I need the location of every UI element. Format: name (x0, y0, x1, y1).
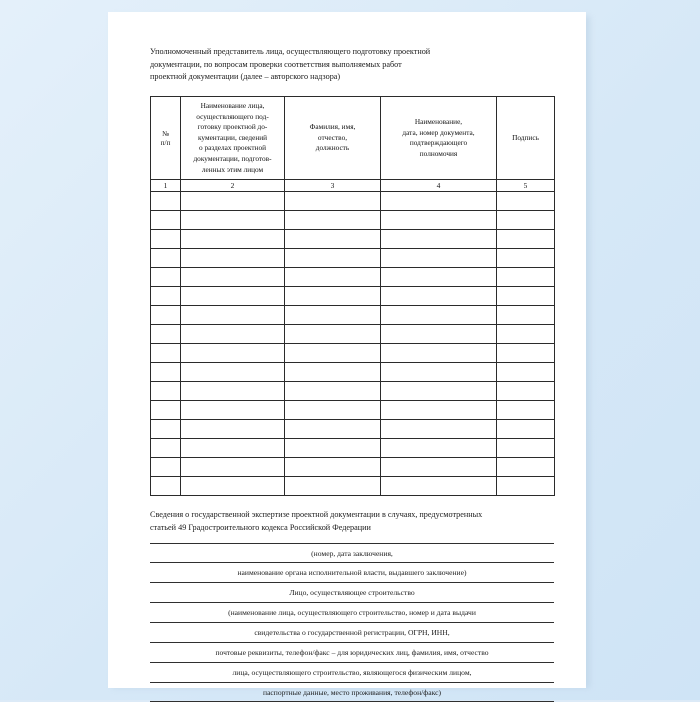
table-cell[interactable] (285, 268, 381, 287)
table-cell[interactable] (381, 287, 497, 306)
table-cell[interactable] (497, 363, 555, 382)
header-number-line-1: № (162, 128, 169, 138)
table-row[interactable] (151, 230, 555, 249)
table-cell[interactable] (497, 477, 555, 496)
table-header-number (151, 97, 181, 180)
table-cell[interactable] (151, 401, 181, 420)
form-line-caption: (номер, дата заключения, (311, 548, 393, 558)
table-cell[interactable] (181, 192, 285, 211)
table-cell[interactable] (497, 268, 555, 287)
table-cell[interactable] (151, 306, 181, 325)
table-header-row (151, 97, 555, 180)
table-cell[interactable] (381, 382, 497, 401)
table-cell[interactable] (497, 211, 555, 230)
form-line-block (150, 642, 554, 662)
table-header-signature (497, 97, 555, 180)
table-cell[interactable] (181, 325, 285, 344)
header-person-line-2: отчество, (317, 132, 348, 142)
form-line-caption: Лицо, осуществляющее строительство (289, 588, 415, 598)
table-cell[interactable] (381, 230, 497, 249)
table-row[interactable] (151, 382, 555, 401)
header-org-line-7: ленных этим лицом (201, 164, 264, 174)
table-cell[interactable] (497, 230, 555, 249)
table-cell[interactable] (381, 363, 497, 382)
table-cell[interactable] (381, 325, 497, 344)
form-line-block (150, 543, 554, 563)
table-cell[interactable] (181, 211, 285, 230)
expertise-note-line-1: Сведения о государственной экспертизе проектной документации в случаях, предусмотренных (150, 510, 483, 520)
table-cell[interactable] (151, 287, 181, 306)
table-row[interactable] (151, 477, 555, 496)
table-header-person (285, 97, 381, 180)
table-cell[interactable] (285, 382, 381, 401)
table-cell[interactable] (151, 458, 181, 477)
table-cell[interactable] (285, 477, 381, 496)
form-line-caption: паспортные данные, место проживания, телефон/факс) (263, 687, 441, 697)
table-cell[interactable] (181, 439, 285, 458)
authorized-representatives-table (150, 96, 555, 496)
table-cell[interactable] (285, 325, 381, 344)
table-row[interactable] (151, 363, 555, 382)
table-cell[interactable] (181, 344, 285, 363)
table-cell[interactable] (497, 249, 555, 268)
header-org-line-2: осуществляющего под- (196, 111, 269, 121)
table-cell[interactable] (285, 344, 381, 363)
intro-line-1: Уполномоченный представитель лица, осуществляющего подготовку проектной (150, 47, 431, 56)
table-cell[interactable] (151, 344, 181, 363)
table-row[interactable] (151, 325, 555, 344)
table-row[interactable] (151, 249, 555, 268)
table-cell[interactable] (497, 344, 555, 363)
table-row[interactable] (151, 344, 555, 363)
table-cell[interactable] (151, 363, 181, 382)
table-cell[interactable] (497, 401, 555, 420)
header-doc-line-4: полномочия (419, 148, 458, 158)
table-cell[interactable] (181, 230, 285, 249)
table-cell[interactable] (181, 306, 285, 325)
intro-paragraph (150, 46, 550, 84)
form-line-caption: лица, осуществляющего строительство, являющегося физическим лицом, (232, 667, 472, 677)
table-cell[interactable] (151, 325, 181, 344)
table-cell[interactable] (181, 477, 285, 496)
table-cell[interactable] (497, 325, 555, 344)
form-line-block (150, 582, 554, 602)
table-cell[interactable] (285, 306, 381, 325)
table-cell[interactable] (285, 211, 381, 230)
table-cell[interactable] (285, 249, 381, 268)
table-cell[interactable] (381, 344, 497, 363)
form-line-block (150, 562, 554, 582)
table-cell[interactable] (285, 287, 381, 306)
table-column-number-row (151, 180, 555, 192)
table-cell[interactable] (181, 363, 285, 382)
header-signature-line-1: Подпись (512, 132, 539, 142)
form-fill-lines (150, 543, 554, 702)
table-cell[interactable] (497, 420, 555, 439)
table-header-document (381, 97, 497, 180)
table-cell[interactable] (285, 401, 381, 420)
column-number-1: 1 (151, 180, 181, 192)
table-cell[interactable] (151, 249, 181, 268)
table-row[interactable] (151, 268, 555, 287)
table-cell[interactable] (285, 230, 381, 249)
header-number-line-2: п/п (160, 138, 171, 148)
column-number-2: 2 (181, 180, 285, 192)
table-row[interactable] (151, 306, 555, 325)
header-person-line-1: Фамилия, имя, (309, 122, 356, 132)
table-row[interactable] (151, 401, 555, 420)
table-cell[interactable] (285, 420, 381, 439)
column-number-4: 4 (381, 180, 497, 192)
table-cell[interactable] (497, 192, 555, 211)
table-cell[interactable] (285, 439, 381, 458)
form-line-block (150, 622, 554, 642)
table-cell[interactable] (381, 401, 497, 420)
table-cell[interactable] (181, 420, 285, 439)
table-cell[interactable] (497, 306, 555, 325)
table-cell[interactable] (181, 458, 285, 477)
table-cell[interactable] (381, 249, 497, 268)
table-row[interactable] (151, 458, 555, 477)
table-cell[interactable] (181, 287, 285, 306)
form-line-caption: свидетельства о государственной регистрации, ОГРН, ИНН, (254, 628, 450, 637)
table-cell[interactable] (381, 458, 497, 477)
header-person-line-3: должность (315, 143, 350, 153)
table-cell[interactable] (497, 458, 555, 477)
table-cell[interactable] (381, 477, 497, 496)
header-org-line-4: кументации, сведений (197, 132, 268, 142)
intro-line-2: документации, по вопросам проверки соответствия выполняемых работ (150, 59, 402, 69)
header-doc-line-3: подтверждающего (409, 138, 468, 148)
table-cell[interactable] (181, 268, 285, 287)
form-line-block (150, 662, 554, 682)
table-cell[interactable] (497, 439, 555, 458)
form-line-caption: наименование органа исполнительной власти, выдавшего заключение) (237, 568, 467, 578)
table-cell[interactable] (181, 382, 285, 401)
table-cell[interactable] (381, 268, 497, 287)
form-line-block (150, 602, 554, 622)
table-cell[interactable] (285, 363, 381, 382)
table-cell[interactable] (285, 192, 381, 211)
table-cell[interactable] (151, 230, 181, 249)
form-line-block (150, 682, 554, 702)
intro-line-3: проектной документации (далее – авторского надзора) (150, 72, 341, 82)
table-cell[interactable] (151, 382, 181, 401)
table-cell[interactable] (285, 458, 381, 477)
table-cell[interactable] (151, 420, 181, 439)
table-cell[interactable] (381, 192, 497, 211)
table-row[interactable] (151, 439, 555, 458)
table-cell[interactable] (381, 211, 497, 230)
expertise-note-line-2: статьей 49 Градостроительного кодекса Российской Федерации (150, 522, 371, 532)
table-row[interactable] (151, 420, 555, 439)
table-cell[interactable] (151, 268, 181, 287)
table-row[interactable] (151, 192, 555, 211)
expertise-note (150, 509, 558, 534)
form-line-caption: (наименование лица, осуществляющего строительство, номер и дата выдачи (228, 608, 476, 618)
table-cell[interactable] (181, 249, 285, 268)
table-cell[interactable] (381, 439, 497, 458)
table-cell[interactable] (151, 439, 181, 458)
table-cell[interactable] (151, 192, 181, 211)
table-body (151, 180, 555, 496)
table-cell[interactable] (151, 211, 181, 230)
table-cell[interactable] (497, 382, 555, 401)
column-number-3: 3 (285, 180, 381, 192)
column-number-5: 5 (497, 180, 555, 192)
header-doc-line-2: дата, номер документа, (402, 127, 475, 137)
table-cell[interactable] (381, 306, 497, 325)
header-org-line-1: Наименование лица, (200, 101, 265, 111)
form-line-caption: почтовые реквизиты, телефон/факс – для юридических лиц, фамилия, имя, отчество (215, 647, 489, 657)
table-cell[interactable] (181, 401, 285, 420)
table-header-organization (181, 97, 285, 180)
table-row[interactable] (151, 211, 555, 230)
header-org-line-5: о разделах проектной (198, 143, 267, 153)
table-cell[interactable] (497, 287, 555, 306)
table-cell[interactable] (151, 477, 181, 496)
header-org-line-6: документации, подготов- (193, 154, 272, 163)
table-cell[interactable] (381, 420, 497, 439)
document-page (108, 12, 586, 697)
header-doc-line-1: Наименование, (414, 116, 463, 126)
table-row[interactable] (151, 287, 555, 306)
header-org-line-3: готовку проектной до- (197, 122, 268, 132)
